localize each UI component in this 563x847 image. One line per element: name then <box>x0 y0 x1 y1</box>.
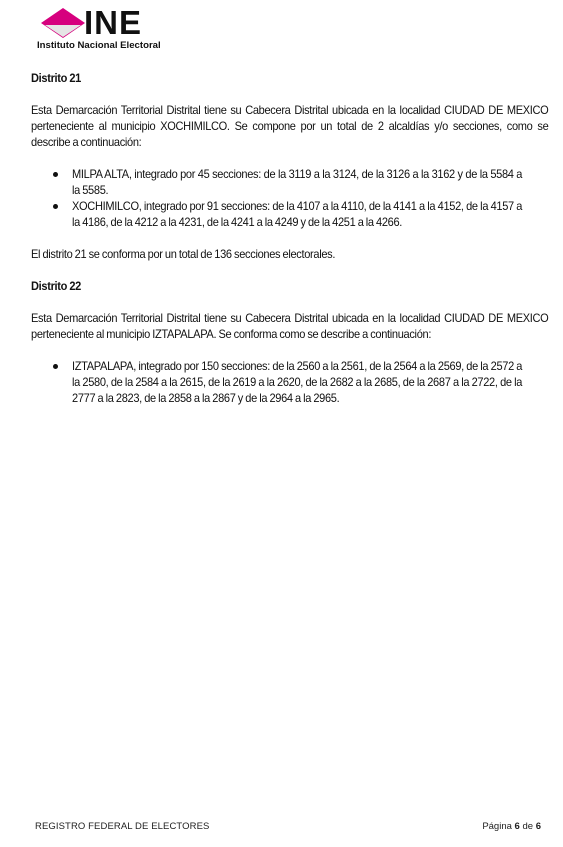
page-number <box>482 821 541 832</box>
bullet-icon <box>53 204 58 209</box>
logo-wordmark: INE <box>84 4 143 41</box>
logo-subtitle: Instituto Nacional Electoral <box>37 40 161 51</box>
bullet-icon <box>53 364 58 369</box>
footer-organization: REGISTRO FEDERAL DE ELECTORES <box>35 821 210 832</box>
section-intro: Esta Demarcación Territorial Distrital tiene su Cabecera Distrital ubicada en la localidad CIUDAD DE MEXICO perteneciente al municipio IZTAPALAPA. Se conforma como se describe a continuación: <box>31 311 549 341</box>
bullet-icon <box>53 172 58 177</box>
section-intro: Esta Demarcación Territorial Distrital tiene su Cabecera Distrital ubicada en la localidad CIUDAD DE MEXICO perteneciente al municipio XOCHIMILCO. Se compone por un total de 2 alcaldías y/o secciones, como se describe a continuación: <box>31 103 549 149</box>
page-label: Página <box>482 821 512 832</box>
section-list <box>31 166 547 230</box>
page-of: de <box>522 821 534 832</box>
ine-diamond-icon <box>41 8 85 38</box>
list-item <box>31 198 547 230</box>
page-current: 6 <box>514 821 520 832</box>
section-closing: El distrito 21 se conforma por un total de 136 secciones electorales. <box>31 247 336 261</box>
section-heading: Distrito 22 <box>31 279 81 293</box>
document-body <box>31 70 547 406</box>
list-item-text: MILPA ALTA, integrado por 45 secciones: de la 3119 a la 3124, de la 3126 a la 3162 y de la 5584 a la 5585. <box>72 167 523 197</box>
section-heading: Distrito 21 <box>31 71 81 85</box>
section-list <box>31 358 547 406</box>
list-item-text: IZTAPALAPA, integrado por 150 secciones: de la 2560 a la 2561, de la 2564 a la 2569, de la 2572 a la 2580, de la 2584 a la 2615, de la 2619 a la 2620, de la 2682 a la 2685, de la 2687 a la 2722, de la 2777 a la 2823, de la 2858 a la 2867 y de la 2964 a la 2965. <box>72 359 523 405</box>
list-item <box>31 166 547 198</box>
list-item <box>31 358 547 406</box>
ine-logo <box>36 4 181 54</box>
list-item-text: XOCHIMILCO, integrado por 91 secciones: de la 4107 a la 4110, de la 4141 a la 4152, de la 4157 a la 4186, de la 4212 a la 4231, de la 4241 a la 4249 y de la 4251 a la 4266. <box>72 199 523 229</box>
page-total: 6 <box>535 821 541 832</box>
